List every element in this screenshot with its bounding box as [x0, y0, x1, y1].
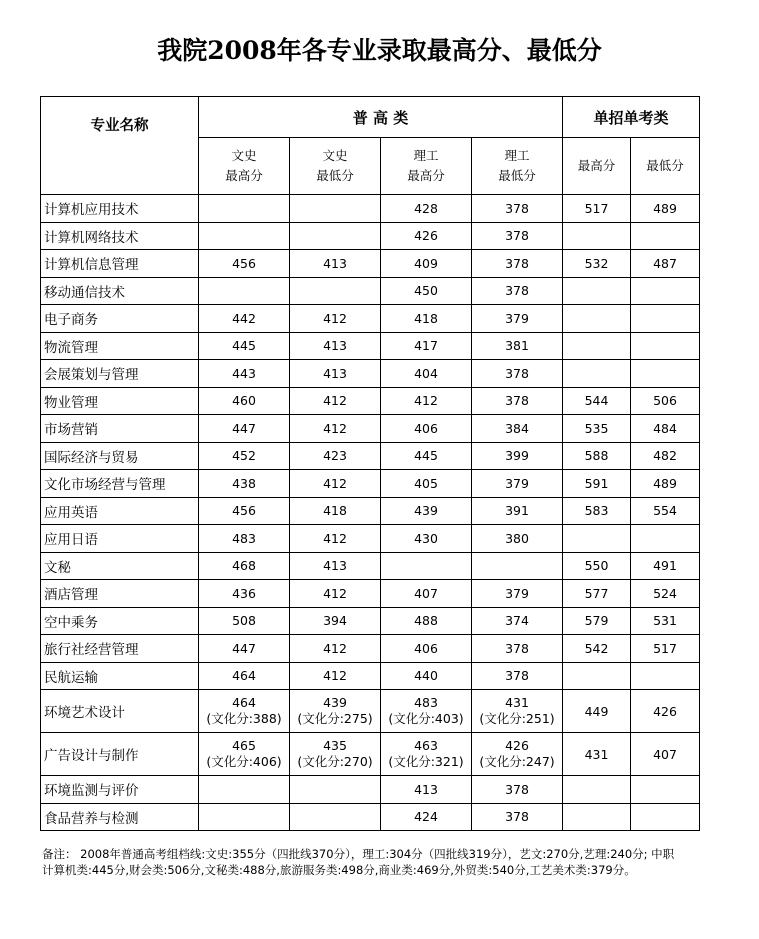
score-cell [563, 277, 631, 305]
table-row [41, 360, 700, 388]
score-cell: 464 [199, 662, 290, 690]
score-cell: 445 [199, 332, 290, 360]
score-cell: 426 (文化分:247) [472, 733, 563, 776]
score-cell: 412 [290, 305, 381, 333]
score-cell [290, 195, 381, 223]
score-cell: 483 [199, 525, 290, 553]
table-body [41, 195, 700, 831]
score-cell: 378 [472, 635, 563, 663]
score-cell: 524 [631, 580, 700, 608]
score-cell [631, 662, 700, 690]
sub-header-4: 最高分 [563, 138, 631, 195]
major-name-header: 专业名称 [41, 97, 199, 195]
score-cell: 424 [381, 803, 472, 831]
score-cell [199, 222, 290, 250]
score-cell: 378 [472, 387, 563, 415]
score-cell: 535 [563, 415, 631, 443]
score-cell: 517 [631, 635, 700, 663]
major-name: 环境监测与评价 [41, 776, 199, 804]
table-row [41, 497, 700, 525]
score-cell: 417 [381, 332, 472, 360]
score-cell [563, 803, 631, 831]
score-cell: 378 [472, 776, 563, 804]
sub-header-0: 文史 最高分 [199, 138, 290, 195]
score-cell: 438 [199, 470, 290, 498]
table-row [41, 662, 700, 690]
score-cell: 488 [381, 607, 472, 635]
score-cell: 378 [472, 250, 563, 278]
table-row [41, 803, 700, 831]
score-cell: 482 [631, 442, 700, 470]
page-title: 我院2008年各专业录取最高分、最低分 [157, 36, 602, 65]
score-cell: 579 [563, 607, 631, 635]
score-cell: 428 [381, 195, 472, 223]
score-cell: 447 [199, 635, 290, 663]
score-cell [631, 525, 700, 553]
score-cell [290, 222, 381, 250]
score-cell: 384 [472, 415, 563, 443]
major-name: 电子商务 [41, 305, 199, 333]
major-name: 市场营销 [41, 415, 199, 443]
table-row [41, 635, 700, 663]
score-cell: 413 [290, 552, 381, 580]
score-cell: 374 [472, 607, 563, 635]
score-cell: 450 [381, 277, 472, 305]
score-cell: 380 [472, 525, 563, 553]
score-cell: 550 [563, 552, 631, 580]
score-cell: 487 [631, 250, 700, 278]
score-cell: 412 [290, 470, 381, 498]
major-name: 文化市场经营与管理 [41, 470, 199, 498]
score-cell: 431 (文化分:251) [472, 690, 563, 733]
score-cell [290, 803, 381, 831]
score-cell: 517 [563, 195, 631, 223]
score-cell: 412 [290, 387, 381, 415]
score-cell: 378 [472, 360, 563, 388]
score-cell [631, 803, 700, 831]
score-cell: 532 [563, 250, 631, 278]
major-name: 旅行社经营管理 [41, 635, 199, 663]
score-cell [563, 525, 631, 553]
score-cell: 431 [563, 733, 631, 776]
footnote: 备注： 2008年普通高考组档线:文史:355分（四批线370分），理工:304分（四批线319分），艺文:270分,艺理:240分; 中职计算机类:445分,财会类:506分,文秘类:488分,旅游服务类:498分,商业类:469分,外贸类:540分,工艺美术类:379分。 [42, 847, 675, 877]
score-cell: 465 (文化分:406) [199, 733, 290, 776]
single-exam-group-header: 单招单考类 [563, 97, 700, 138]
table-row [41, 277, 700, 305]
score-cell: 426 [631, 690, 700, 733]
score-cell: 394 [290, 607, 381, 635]
score-cell [563, 360, 631, 388]
major-name: 物业管理 [41, 387, 199, 415]
score-cell: 443 [199, 360, 290, 388]
score-cell: 426 [381, 222, 472, 250]
score-cell: 442 [199, 305, 290, 333]
score-cell: 399 [472, 442, 563, 470]
score-cell [472, 552, 563, 580]
major-name: 计算机信息管理 [41, 250, 199, 278]
major-name: 广告设计与制作 [41, 733, 199, 776]
major-name: 国际经济与贸易 [41, 442, 199, 470]
score-cell: 506 [631, 387, 700, 415]
score-cell [199, 803, 290, 831]
score-cell: 439 (文化分:275) [290, 690, 381, 733]
score-cell: 412 [290, 635, 381, 663]
score-cell: 440 [381, 662, 472, 690]
table-row [41, 305, 700, 333]
score-cell [631, 305, 700, 333]
score-cell: 381 [472, 332, 563, 360]
score-cell: 531 [631, 607, 700, 635]
score-cell: 491 [631, 552, 700, 580]
table-row [41, 690, 700, 733]
score-cell: 591 [563, 470, 631, 498]
sub-header-2: 理工 最高分 [381, 138, 472, 195]
major-name: 会展策划与管理 [41, 360, 199, 388]
score-cell [199, 195, 290, 223]
score-cell [563, 332, 631, 360]
score-cell: 439 [381, 497, 472, 525]
score-cell: 379 [472, 580, 563, 608]
major-name: 物流管理 [41, 332, 199, 360]
table-row [41, 580, 700, 608]
score-cell: 406 [381, 635, 472, 663]
score-cell [563, 662, 631, 690]
score-cell [631, 332, 700, 360]
score-cell [563, 305, 631, 333]
table-row [41, 195, 700, 223]
score-cell: 542 [563, 635, 631, 663]
score-cell [631, 360, 700, 388]
score-cell: 449 [563, 690, 631, 733]
score-cell: 588 [563, 442, 631, 470]
score-cell: 484 [631, 415, 700, 443]
score-cell: 577 [563, 580, 631, 608]
score-cell: 409 [381, 250, 472, 278]
score-cell: 436 [199, 580, 290, 608]
score-cell: 407 [381, 580, 472, 608]
major-name: 移动通信技术 [41, 277, 199, 305]
table-row [41, 470, 700, 498]
scores-table [40, 96, 700, 831]
score-cell [199, 776, 290, 804]
sub-header-3: 理工 最低分 [472, 138, 563, 195]
score-cell: 456 [199, 250, 290, 278]
score-cell: 445 [381, 442, 472, 470]
score-cell [199, 277, 290, 305]
score-cell: 412 [290, 415, 381, 443]
table-row [41, 415, 700, 443]
major-name: 应用英语 [41, 497, 199, 525]
major-name: 环境艺术设计 [41, 690, 199, 733]
major-name: 民航运输 [41, 662, 199, 690]
score-cell: 412 [381, 387, 472, 415]
score-cell [631, 776, 700, 804]
major-name: 应用日语 [41, 525, 199, 553]
score-cell [631, 277, 700, 305]
score-cell: 418 [290, 497, 381, 525]
score-cell [290, 776, 381, 804]
score-cell: 391 [472, 497, 563, 525]
score-cell: 544 [563, 387, 631, 415]
score-cell: 378 [472, 195, 563, 223]
score-cell: 423 [290, 442, 381, 470]
score-cell: 413 [290, 360, 381, 388]
score-cell: 413 [381, 776, 472, 804]
score-cell: 412 [290, 580, 381, 608]
major-name: 空中乘务 [41, 607, 199, 635]
score-cell: 483 (文化分:403) [381, 690, 472, 733]
score-cell: 489 [631, 470, 700, 498]
major-name: 食品营养与检测 [41, 803, 199, 831]
score-cell [563, 222, 631, 250]
score-cell: 407 [631, 733, 700, 776]
table-row [41, 607, 700, 635]
score-cell: 447 [199, 415, 290, 443]
score-cell: 378 [472, 662, 563, 690]
table-row [41, 332, 700, 360]
table-row [41, 733, 700, 776]
score-cell: 413 [290, 332, 381, 360]
score-cell: 464 (文化分:388) [199, 690, 290, 733]
score-cell: 456 [199, 497, 290, 525]
major-name: 计算机网络技术 [41, 222, 199, 250]
score-cell: 378 [472, 222, 563, 250]
score-cell [631, 222, 700, 250]
score-cell: 489 [631, 195, 700, 223]
score-cell: 452 [199, 442, 290, 470]
score-cell: 412 [290, 662, 381, 690]
score-cell: 413 [290, 250, 381, 278]
score-cell: 508 [199, 607, 290, 635]
score-cell: 554 [631, 497, 700, 525]
score-cell: 378 [472, 803, 563, 831]
score-cell: 406 [381, 415, 472, 443]
score-cell: 412 [290, 525, 381, 553]
score-cell: 418 [381, 305, 472, 333]
major-name: 计算机应用技术 [41, 195, 199, 223]
sub-header-1: 文史 最低分 [290, 138, 381, 195]
table-row [41, 442, 700, 470]
table-row [41, 552, 700, 580]
score-cell: 379 [472, 470, 563, 498]
sub-header-5: 最低分 [631, 138, 700, 195]
score-cell: 463 (文化分:321) [381, 733, 472, 776]
score-cell [381, 552, 472, 580]
score-cell: 404 [381, 360, 472, 388]
score-cell: 460 [199, 387, 290, 415]
score-cell: 468 [199, 552, 290, 580]
general-group-header: 普 高 类 [199, 97, 563, 138]
table-row [41, 222, 700, 250]
score-cell: 379 [472, 305, 563, 333]
major-name: 酒店管理 [41, 580, 199, 608]
table-row [41, 387, 700, 415]
score-cell: 405 [381, 470, 472, 498]
score-cell: 378 [472, 277, 563, 305]
table-row [41, 525, 700, 553]
score-cell: 583 [563, 497, 631, 525]
table-row [41, 250, 700, 278]
table-row [41, 776, 700, 804]
major-name: 文秘 [41, 552, 199, 580]
score-cell: 430 [381, 525, 472, 553]
score-cell [563, 776, 631, 804]
score-cell [290, 277, 381, 305]
score-cell: 435 (文化分:270) [290, 733, 381, 776]
